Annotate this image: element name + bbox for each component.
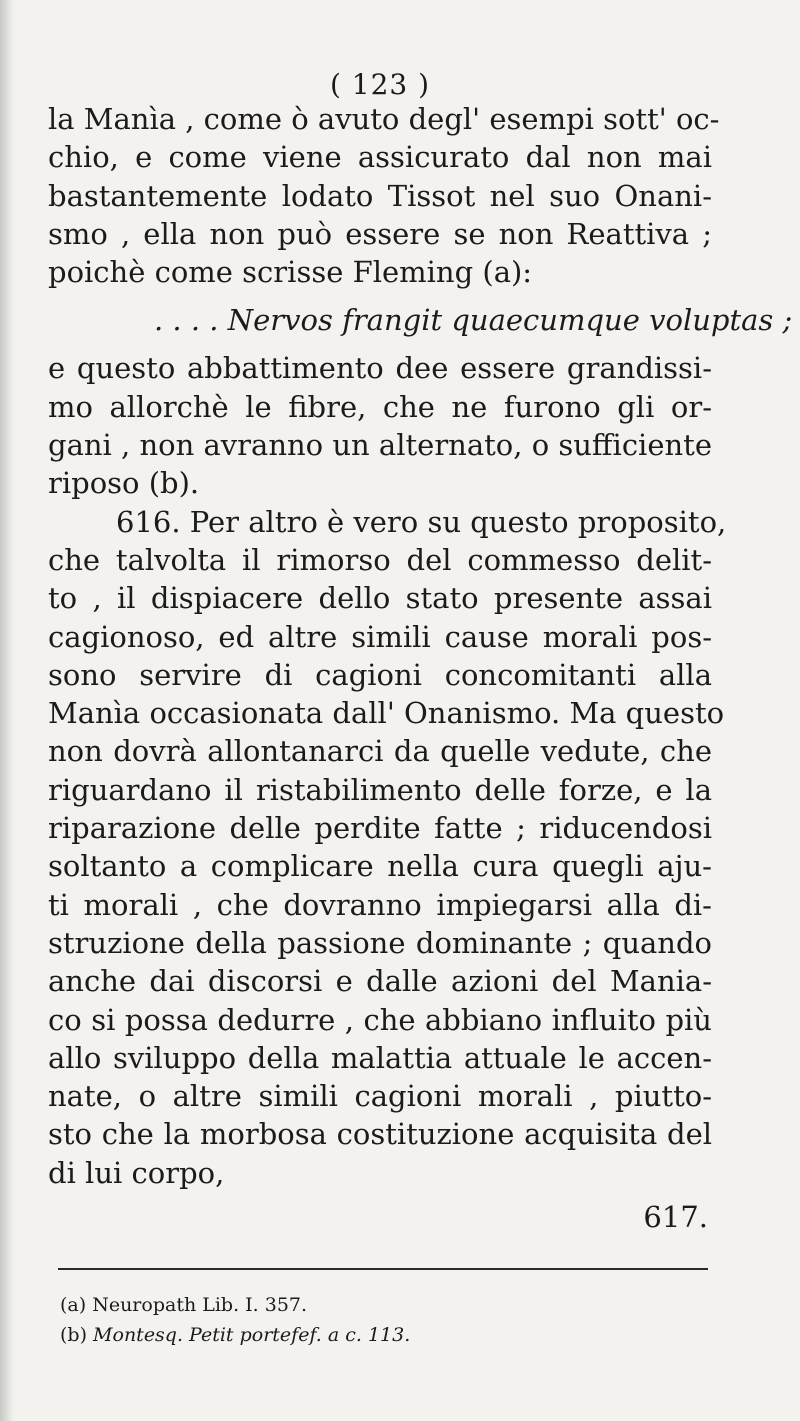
text-line: di lui corpo, <box>48 1155 225 1190</box>
text-line: non dovrà allontanarci da quelle vedute, che <box>48 734 712 769</box>
page-number: ( 123 ) <box>329 68 431 101</box>
text-line: cagionoso, ed altre simili cause morali pos- <box>48 619 712 654</box>
catchword: 617. <box>643 1200 708 1235</box>
text-line: to , il dispiacere dello stato presente assai <box>48 581 712 616</box>
footnote-b <box>60 1320 700 1350</box>
text-line: chio, e come viene assicurato dal non mai <box>48 140 712 175</box>
text-line: sono servire di cagioni concomitanti alla <box>48 657 712 692</box>
text-line: Manìa occasionata dall' Onanismo. Ma questo <box>48 696 725 731</box>
text-line: riposo (b). <box>48 466 200 501</box>
text-line: che talvolta il rimorso del commesso delit- <box>48 542 712 577</box>
text-line: soltanto a complicare nella cura quegli aju- <box>48 849 712 884</box>
main-text <box>48 100 793 1242</box>
footnote-rule <box>58 1268 708 1270</box>
text-line: bastantemente lodato Tissot nel suo Onani- <box>48 178 712 213</box>
text-line: nate, o altre simili cagioni morali , piutto- <box>48 1079 712 1114</box>
footnote-text: Neuropath Lib. I. 357. <box>92 1294 308 1316</box>
text-line: la Manìa , come ò avuto degl' esempi sott' oc- <box>48 102 720 136</box>
text-line: allo sviluppo della malattia attuale le accen- <box>48 1040 712 1075</box>
footnote-text: Montesq. Petit portefef. a c. 113. <box>93 1324 411 1346</box>
text-line: mo allorchè le fibre, che ne furono gli or- <box>48 389 712 424</box>
footnote-mark: (a) <box>60 1294 87 1316</box>
latin-quotation: . . . . Nervos frangit quaecumque voluptas ; <box>154 303 793 338</box>
text-line: struzione della passione dominante ; quando <box>48 925 712 960</box>
text-line: anche dai discorsi e dalle azioni del Mania- <box>48 964 712 999</box>
footnote-a <box>60 1290 700 1320</box>
text-line: co si possa dedurre , che abbiano influito più <box>48 1002 712 1037</box>
text-line: ti morali , che dovranno impiegarsi alla di- <box>48 887 712 922</box>
text-line: sto che la morbosa costituzione acquisita del <box>48 1117 712 1152</box>
text-line: smo , ella non può essere se non Reattiva ; <box>48 216 712 251</box>
paragraph-616-first-line: 616. Per altro è vero su questo proposito, <box>116 504 727 539</box>
text-line: poichè come scrisse Fleming (a): <box>48 255 533 290</box>
footnotes <box>60 1290 700 1350</box>
text-line: riguardano il ristabilimento delle forze, e la <box>48 772 712 807</box>
page-gutter-shadow <box>0 0 14 1421</box>
footnote-mark: (b) <box>60 1324 87 1346</box>
text-line: riparazione delle perdite fatte ; riducendosi <box>48 811 712 846</box>
text-line: gani , non avranno un alternato, o sufficiente <box>48 428 712 463</box>
text-line: e questo abbattimento dee essere grandissi- <box>48 351 712 386</box>
